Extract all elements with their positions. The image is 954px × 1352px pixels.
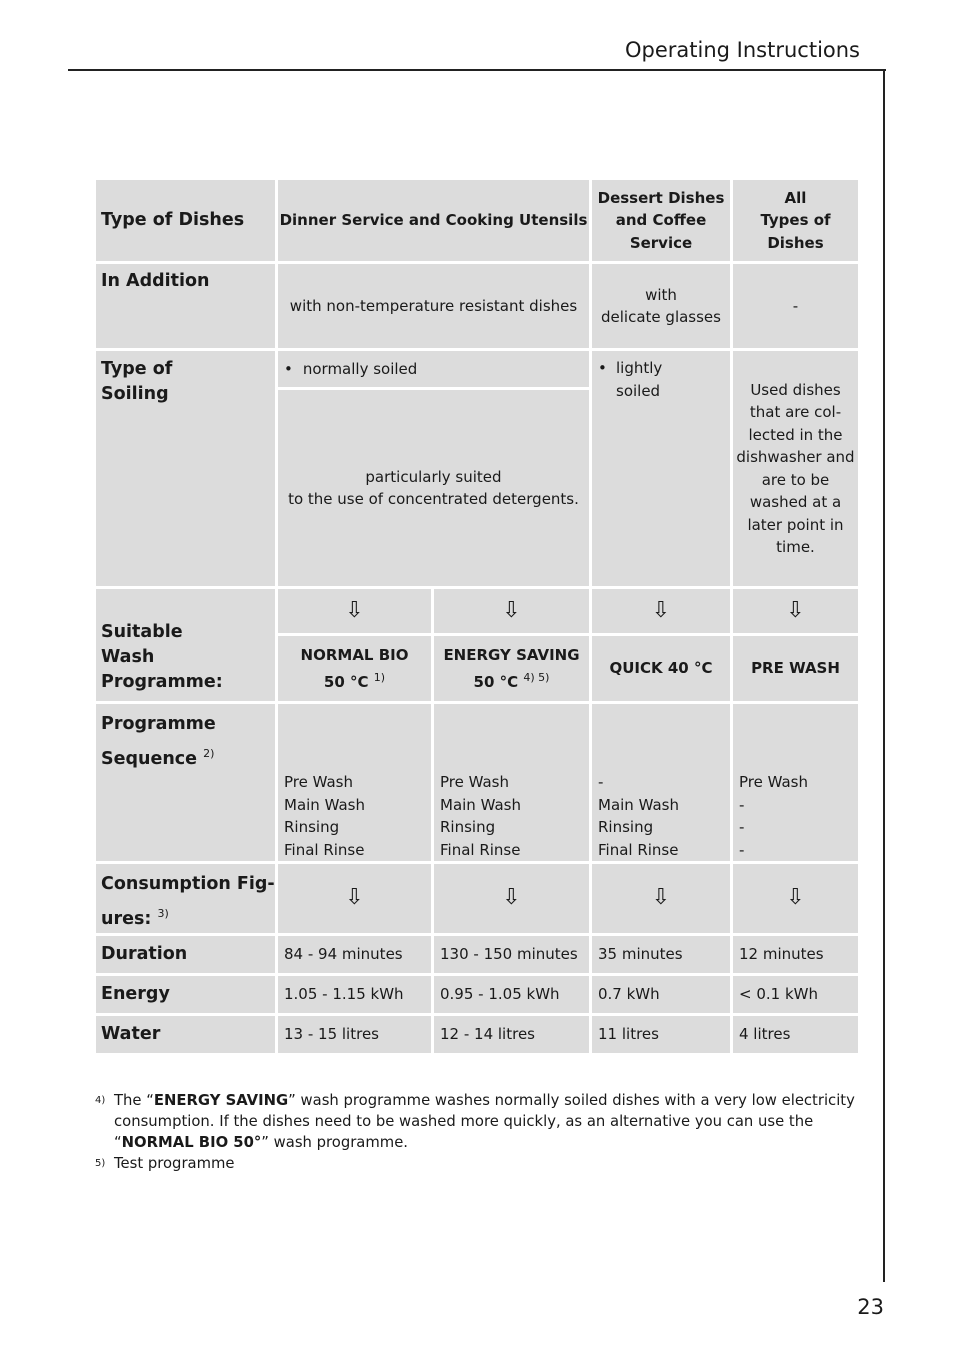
dishes-all-types: All Types of Dishes (733, 180, 858, 261)
energy-value: 0.95 - 1.05 kWh (434, 976, 589, 1013)
water-value: 11 litres (592, 1016, 730, 1053)
header-rule (68, 69, 886, 71)
page-header-title: Operating Instructions (625, 38, 860, 62)
margin-rule (883, 70, 885, 1282)
label-duration: Duration (96, 936, 275, 973)
sequence-energy-saving: Pre Wash Main Wash Rinsing Final Rinse (434, 704, 589, 861)
bullet-icon: • (284, 359, 293, 378)
label-programme-sequence: Programme Sequence $^{2)}$ (96, 704, 275, 861)
water-value: 4 litres (733, 1016, 858, 1053)
dishes-dessert: Dessert Dishes and Coffee Service (592, 180, 730, 261)
water-value: 12 - 14 litres (434, 1016, 589, 1053)
down-arrow-icon: ⇩ (733, 864, 858, 933)
duration-value: 12 minutes (733, 936, 858, 973)
programme-pre-wash: PRE WASH (733, 636, 858, 701)
label-type-of-dishes: Type of Dishes (96, 180, 275, 261)
sequence-pre-wash: Pre Wash - - - (733, 704, 858, 861)
label-water: Water (96, 1016, 275, 1053)
duration-value: 130 - 150 minutes (434, 936, 589, 973)
energy-value: 1.05 - 1.15 kWh (278, 976, 431, 1013)
footnote-4: 4) The “ENERGY SAVING” wash programme washes normally soiled dishes with a very low electricity consumption. If the dishes need to be washed more quickly, as an alternative you can use the “NORMAL BIO 50°” wash programme. (95, 1092, 855, 1151)
label-suitable-programme: Suitable Wash Programme: (96, 589, 275, 701)
down-arrow-icon: ⇩ (733, 589, 858, 633)
footnote-5: 5) Test programme (95, 1155, 235, 1172)
down-arrow-icon: ⇩ (592, 589, 730, 633)
footnote-4-mark: 4) (95, 1095, 106, 1106)
label-consumption-figures: Consumption Fig- ures: $^{3)}$ (96, 864, 275, 933)
sequence-normal-bio: Pre Wash Main Wash Rinsing Final Rinse (278, 704, 431, 861)
duration-value: 84 - 94 minutes (278, 936, 431, 973)
page-number: 23 (857, 1295, 884, 1319)
dishes-dinner-service: Dinner Service and Cooking Utensils (278, 180, 589, 261)
sequence-quick-40: - Main Wash Rinsing Final Rinse (592, 704, 730, 861)
down-arrow-icon: ⇩ (592, 864, 730, 933)
energy-value: 0.7 kWh (592, 976, 730, 1013)
programme-energy-saving: ENERGY SAVING 50 °C $^{4) 5)}$ (434, 636, 589, 701)
programme-normal-bio: NORMAL BIO 50 °C $^{1)}$ (278, 636, 431, 701)
soiling-note: particularly suited to the use of concentrated detergents. (278, 390, 589, 586)
addition-none: - (733, 264, 858, 348)
addition-delicate-glasses: with delicate glasses (592, 264, 730, 348)
soiling-normally: • normally soiled (278, 351, 589, 387)
soiling-used-dishes: Used dishes that are col- lected in the dishwasher and are to be washed at a later point in time. (733, 351, 858, 586)
bullet-icon: • (598, 359, 607, 377)
energy-value: < 0.1 kWh (733, 976, 858, 1013)
addition-non-temperature: with non-temperature resistant dishes (278, 264, 589, 348)
down-arrow-icon: ⇩ (278, 864, 431, 933)
down-arrow-icon: ⇩ (278, 589, 431, 633)
footnote-5-mark: 5) (95, 1158, 106, 1169)
label-in-addition: In Addition (96, 264, 275, 348)
down-arrow-icon: ⇩ (434, 864, 589, 933)
duration-value: 35 minutes (592, 936, 730, 973)
label-energy: Energy (96, 976, 275, 1013)
soiling-lightly: • lightly soiled (592, 351, 730, 586)
label-type-of-soiling: Type of Soiling (96, 351, 275, 586)
water-value: 13 - 15 litres (278, 1016, 431, 1053)
down-arrow-icon: ⇩ (434, 589, 589, 633)
programme-quick-40: QUICK 40 °C (592, 636, 730, 701)
